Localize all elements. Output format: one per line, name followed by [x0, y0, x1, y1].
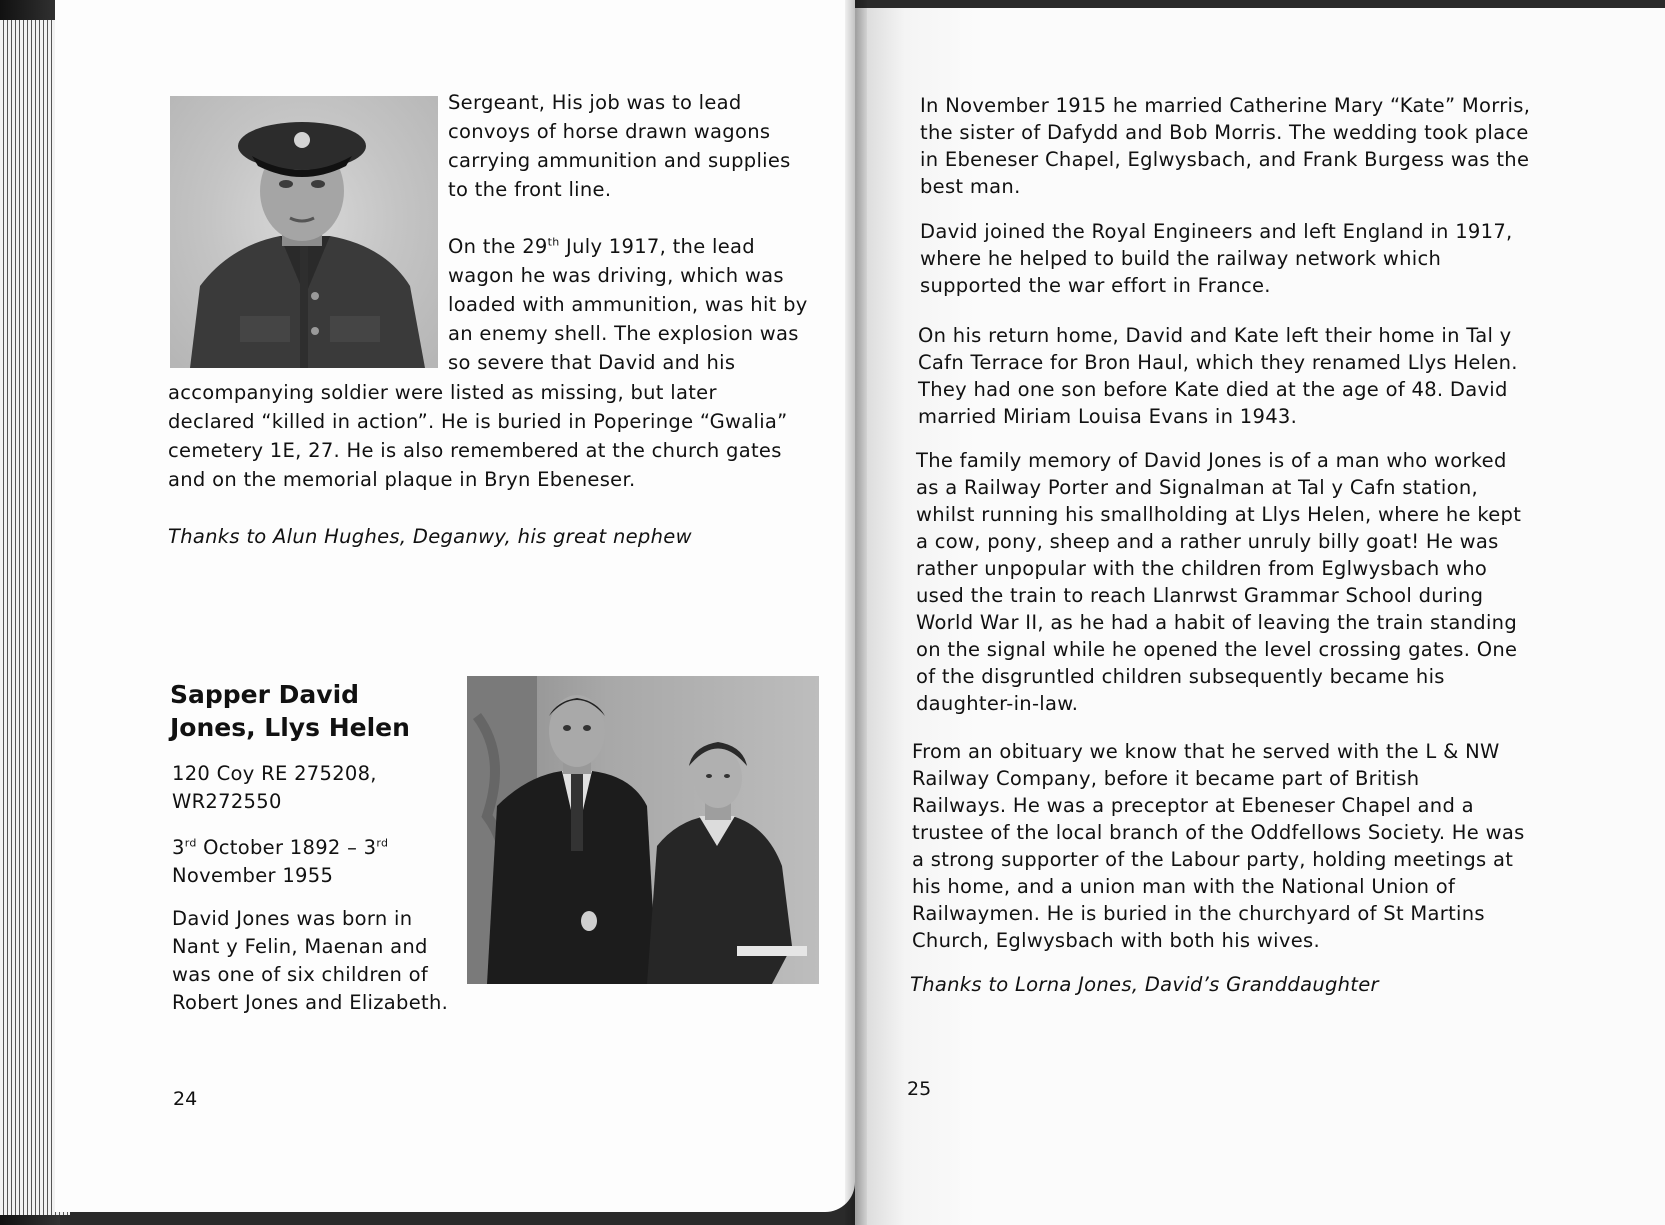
- text-line: Church, Eglwysbach with both his wives.: [912, 929, 1320, 952]
- page-number-right: 25: [907, 1078, 932, 1100]
- text-line: in Ebeneser Chapel, Eglwysbach, and Frank Burgess was the: [920, 148, 1530, 171]
- text-line: his home, and a union man with the National Union of: [912, 875, 1456, 898]
- text-line: loaded with ammunition, was hit by: [448, 293, 808, 316]
- text-line: used the train to reach Llanrwst Grammar School during: [916, 584, 1484, 607]
- text-line: where he helped to build the railway network which: [920, 247, 1442, 270]
- text-line: and on the memorial plaque in Bryn Ebeneser.: [168, 468, 636, 491]
- couple-photo: [467, 676, 819, 984]
- thanks-line-left: Thanks to Alun Hughes, Deganwy, his great nephew: [168, 525, 692, 548]
- intro-paragraph: [448, 88, 791, 204]
- service-number: [172, 760, 377, 816]
- text-line: of the disgruntled children subsequently became his: [916, 665, 1445, 688]
- text-line: was one of six children of: [172, 963, 429, 986]
- text-line: rather unpopular with the children from Eglwysbach who: [916, 557, 1488, 580]
- text-line: accompanying soldier were listed as missing, but later: [168, 381, 717, 404]
- thanks-line-right: Thanks to Lorna Jones, David’s Granddaughter: [910, 973, 1379, 996]
- family-memory-paragraph: [916, 447, 1521, 717]
- text-line: supported the war effort in France.: [920, 274, 1271, 297]
- text-line: Sergeant, His job was to lead: [448, 91, 742, 114]
- text-line: to the front line.: [448, 178, 612, 201]
- text-line: trustee of the local branch of the Oddfellows Society. He was: [912, 821, 1525, 844]
- section-heading: [170, 678, 410, 744]
- life-dates: [172, 834, 388, 890]
- text-line: the sister of Dafydd and Bob Morris. The wedding took place: [920, 121, 1529, 144]
- text-line: November 1955: [172, 864, 334, 887]
- engineers-paragraph: [920, 218, 1513, 299]
- text-line: married Miriam Louisa Evans in 1943.: [918, 405, 1298, 428]
- text-line: whilst running his smallholding at Llys Helen, where he kept: [916, 503, 1522, 526]
- page-number-left: 24: [173, 1088, 198, 1110]
- text-line: On the 29th July 1917, the lead: [448, 235, 755, 258]
- text-line: David Jones was born in: [172, 907, 413, 930]
- top-shadow: [855, 0, 1665, 8]
- text-line: Cafn Terrace for Bron Haul, which they renamed Llys Helen.: [918, 351, 1518, 374]
- marriage-paragraph: [920, 92, 1530, 200]
- text-line: Nant y Felin, Maenan and: [172, 935, 428, 958]
- heading-line: Sapper David: [170, 680, 360, 709]
- text-line: a strong supporter of the Labour party, holding meetings at: [912, 848, 1514, 871]
- heading-line: Jones, Llys Helen: [170, 713, 410, 742]
- death-paragraph-side: [448, 232, 808, 377]
- text-line: World War II, as he had a habit of leaving the train standing: [916, 611, 1518, 634]
- book-gutter: [845, 0, 867, 1225]
- text-line: wagon he was driving, which was: [448, 264, 784, 287]
- text-line: carrying ammunition and supplies: [448, 149, 791, 172]
- text-line: convoys of horse drawn wagons: [448, 120, 771, 143]
- return-paragraph: [918, 322, 1518, 430]
- text-line: so severe that David and his: [448, 351, 736, 374]
- text-line: From an obituary we know that he served with the L & NW: [912, 740, 1500, 763]
- death-paragraph-full: [168, 378, 788, 494]
- text-line: best man.: [920, 175, 1021, 198]
- text-line: They had one son before Kate died at the age of 48. David: [918, 378, 1508, 401]
- obituary-paragraph: [912, 738, 1525, 954]
- text-line: as a Railway Porter and Signalman at Tal y Cafn station,: [916, 476, 1479, 499]
- text-line: an enemy shell. The explosion was: [448, 322, 799, 345]
- soldier-photo: [170, 96, 438, 368]
- text-line: WR272550: [172, 790, 282, 813]
- text-line: Robert Jones and Elizabeth.: [172, 991, 449, 1014]
- text-line: 3rd October 1892 – 3rd: [172, 836, 389, 859]
- text-line: Railway Company, before it became part of British: [912, 767, 1420, 790]
- text-line: cemetery 1E, 27. He is also remembered at the church gates: [168, 439, 782, 462]
- text-line: daughter-in-law.: [916, 692, 1079, 715]
- text-line: In November 1915 he married Catherine Mary “Kate” Morris,: [920, 94, 1531, 117]
- text-line: On his return home, David and Kate left their home in Tal y: [918, 324, 1512, 347]
- text-line: The family memory of David Jones is of a man who worked: [916, 449, 1507, 472]
- text-line: a cow, pony, sheep and a rather unruly billy goat! He was: [916, 530, 1499, 553]
- text-line: 120 Coy RE 275208,: [172, 762, 377, 785]
- text-line: David joined the Royal Engineers and left England in 1917,: [920, 220, 1513, 243]
- text-line: on the signal while he opened the level crossing gates. One: [916, 638, 1518, 661]
- birth-paragraph: [172, 905, 448, 1017]
- text-line: declared “killed in action”. He is buried in Poperinge “Gwalia”: [168, 410, 788, 433]
- text-line: Railways. He was a preceptor at Ebeneser Chapel and a: [912, 794, 1474, 817]
- text-line: Railwaymen. He is buried in the churchyard of St Martins: [912, 902, 1485, 925]
